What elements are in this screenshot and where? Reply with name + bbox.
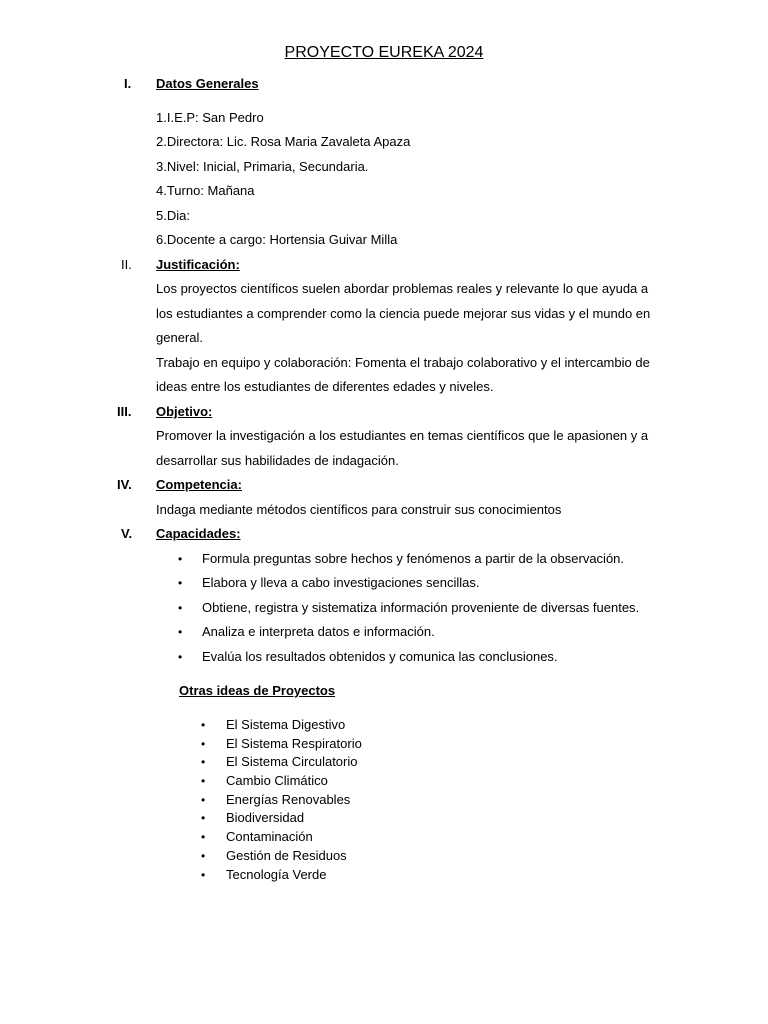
bullet-icon: • xyxy=(201,868,206,882)
datos-line: 1.I.E.P: San Pedro xyxy=(156,110,264,125)
bullet-icon: • xyxy=(201,774,206,788)
section-heading-objetivo: Objetivo: xyxy=(156,404,213,419)
bullet-icon: • xyxy=(178,625,183,639)
proyecto-idea-item: El Sistema Respiratorio xyxy=(226,736,362,751)
document-title: PROYECTO EUREKA 2024 xyxy=(284,44,484,61)
section-heading-capacidades: Capacidades: xyxy=(156,526,241,541)
justificacion-line: los estudiantes a comprender como la ciencia puede mejorar sus vidas y el mundo en xyxy=(156,306,651,321)
otras-ideas-heading: Otras ideas de Proyectos xyxy=(179,683,336,698)
objetivo-line: Promover la investigación a los estudiantes en temas científicos que le apasionen y a xyxy=(156,428,649,443)
datos-line: 5.Dia: xyxy=(156,208,190,223)
section-numeral: V. xyxy=(121,526,133,541)
datos-line: 2.Directora: Lic. Rosa Maria Zavaleta Apaza xyxy=(156,134,411,149)
bullet-icon: • xyxy=(178,552,183,566)
capacidad-item: Evalúa los resultados obtenidos y comunica las conclusiones. xyxy=(202,649,558,664)
section-numeral: II. xyxy=(121,257,132,272)
proyecto-idea-item: Tecnología Verde xyxy=(226,867,327,882)
bullet-icon: • xyxy=(178,576,183,590)
competencia-line: Indaga mediante métodos científicos para construir sus conocimientos xyxy=(156,502,562,517)
section-numeral: III. xyxy=(117,404,132,419)
section-heading-justificacion: Justificación: xyxy=(156,257,240,272)
justificacion-line: Los proyectos científicos suelen abordar problemas reales y relevante lo que ayuda a xyxy=(156,281,649,296)
objetivo-line: desarrollar sus habilidades de indagación. xyxy=(156,453,399,468)
section-numeral: I. xyxy=(124,76,132,91)
bullet-icon: • xyxy=(178,601,183,615)
bullet-icon: • xyxy=(201,849,206,863)
proyecto-idea-item: Contaminación xyxy=(226,829,313,844)
capacidad-item: Formula preguntas sobre hechos y fenómenos a partir de la observación. xyxy=(202,551,625,566)
justificacion-line: Trabajo en equipo y colaboración: Fomenta el trabajo colaborativo y el intercambio de xyxy=(156,355,650,370)
capacidad-item: Elabora y lleva a cabo investigaciones sencillas. xyxy=(202,575,480,590)
section-numeral: IV. xyxy=(117,477,132,492)
bullet-icon: • xyxy=(201,830,206,844)
justificacion-line: ideas entre los estudiantes de diferentes edades y niveles. xyxy=(156,379,494,394)
section-heading-competencia: Competencia: xyxy=(156,477,242,492)
bullet-icon: • xyxy=(201,718,206,732)
bullet-icon: • xyxy=(178,650,183,664)
capacidad-item: Obtiene, registra y sistematiza información proveniente de diversas fuentes. xyxy=(202,600,640,615)
capacidad-item: Analiza e interpreta datos e información. xyxy=(202,624,435,639)
section-heading-datos-generales: Datos Generales xyxy=(156,76,259,91)
proyecto-idea-item: El Sistema Digestivo xyxy=(226,717,346,732)
proyecto-idea-item: Biodiversidad xyxy=(226,810,305,825)
proyecto-idea-item: Energías Renovables xyxy=(226,792,351,807)
bullet-icon: • xyxy=(201,737,206,751)
datos-line: 6.Docente a cargo: Hortensia Guivar Milla xyxy=(156,232,398,247)
bullet-icon: • xyxy=(201,811,206,825)
bullet-icon: • xyxy=(201,793,206,807)
bullet-icon: • xyxy=(201,755,206,769)
justificacion-line: general. xyxy=(156,330,203,345)
datos-line: 4.Turno: Mañana xyxy=(156,183,255,198)
datos-line: 3.Nivel: Inicial, Primaria, Secundaria. xyxy=(156,159,369,174)
proyecto-idea-item: El Sistema Circulatorio xyxy=(226,754,358,769)
proyecto-idea-item: Gestión de Residuos xyxy=(226,848,347,863)
proyecto-idea-item: Cambio Climático xyxy=(226,773,328,788)
